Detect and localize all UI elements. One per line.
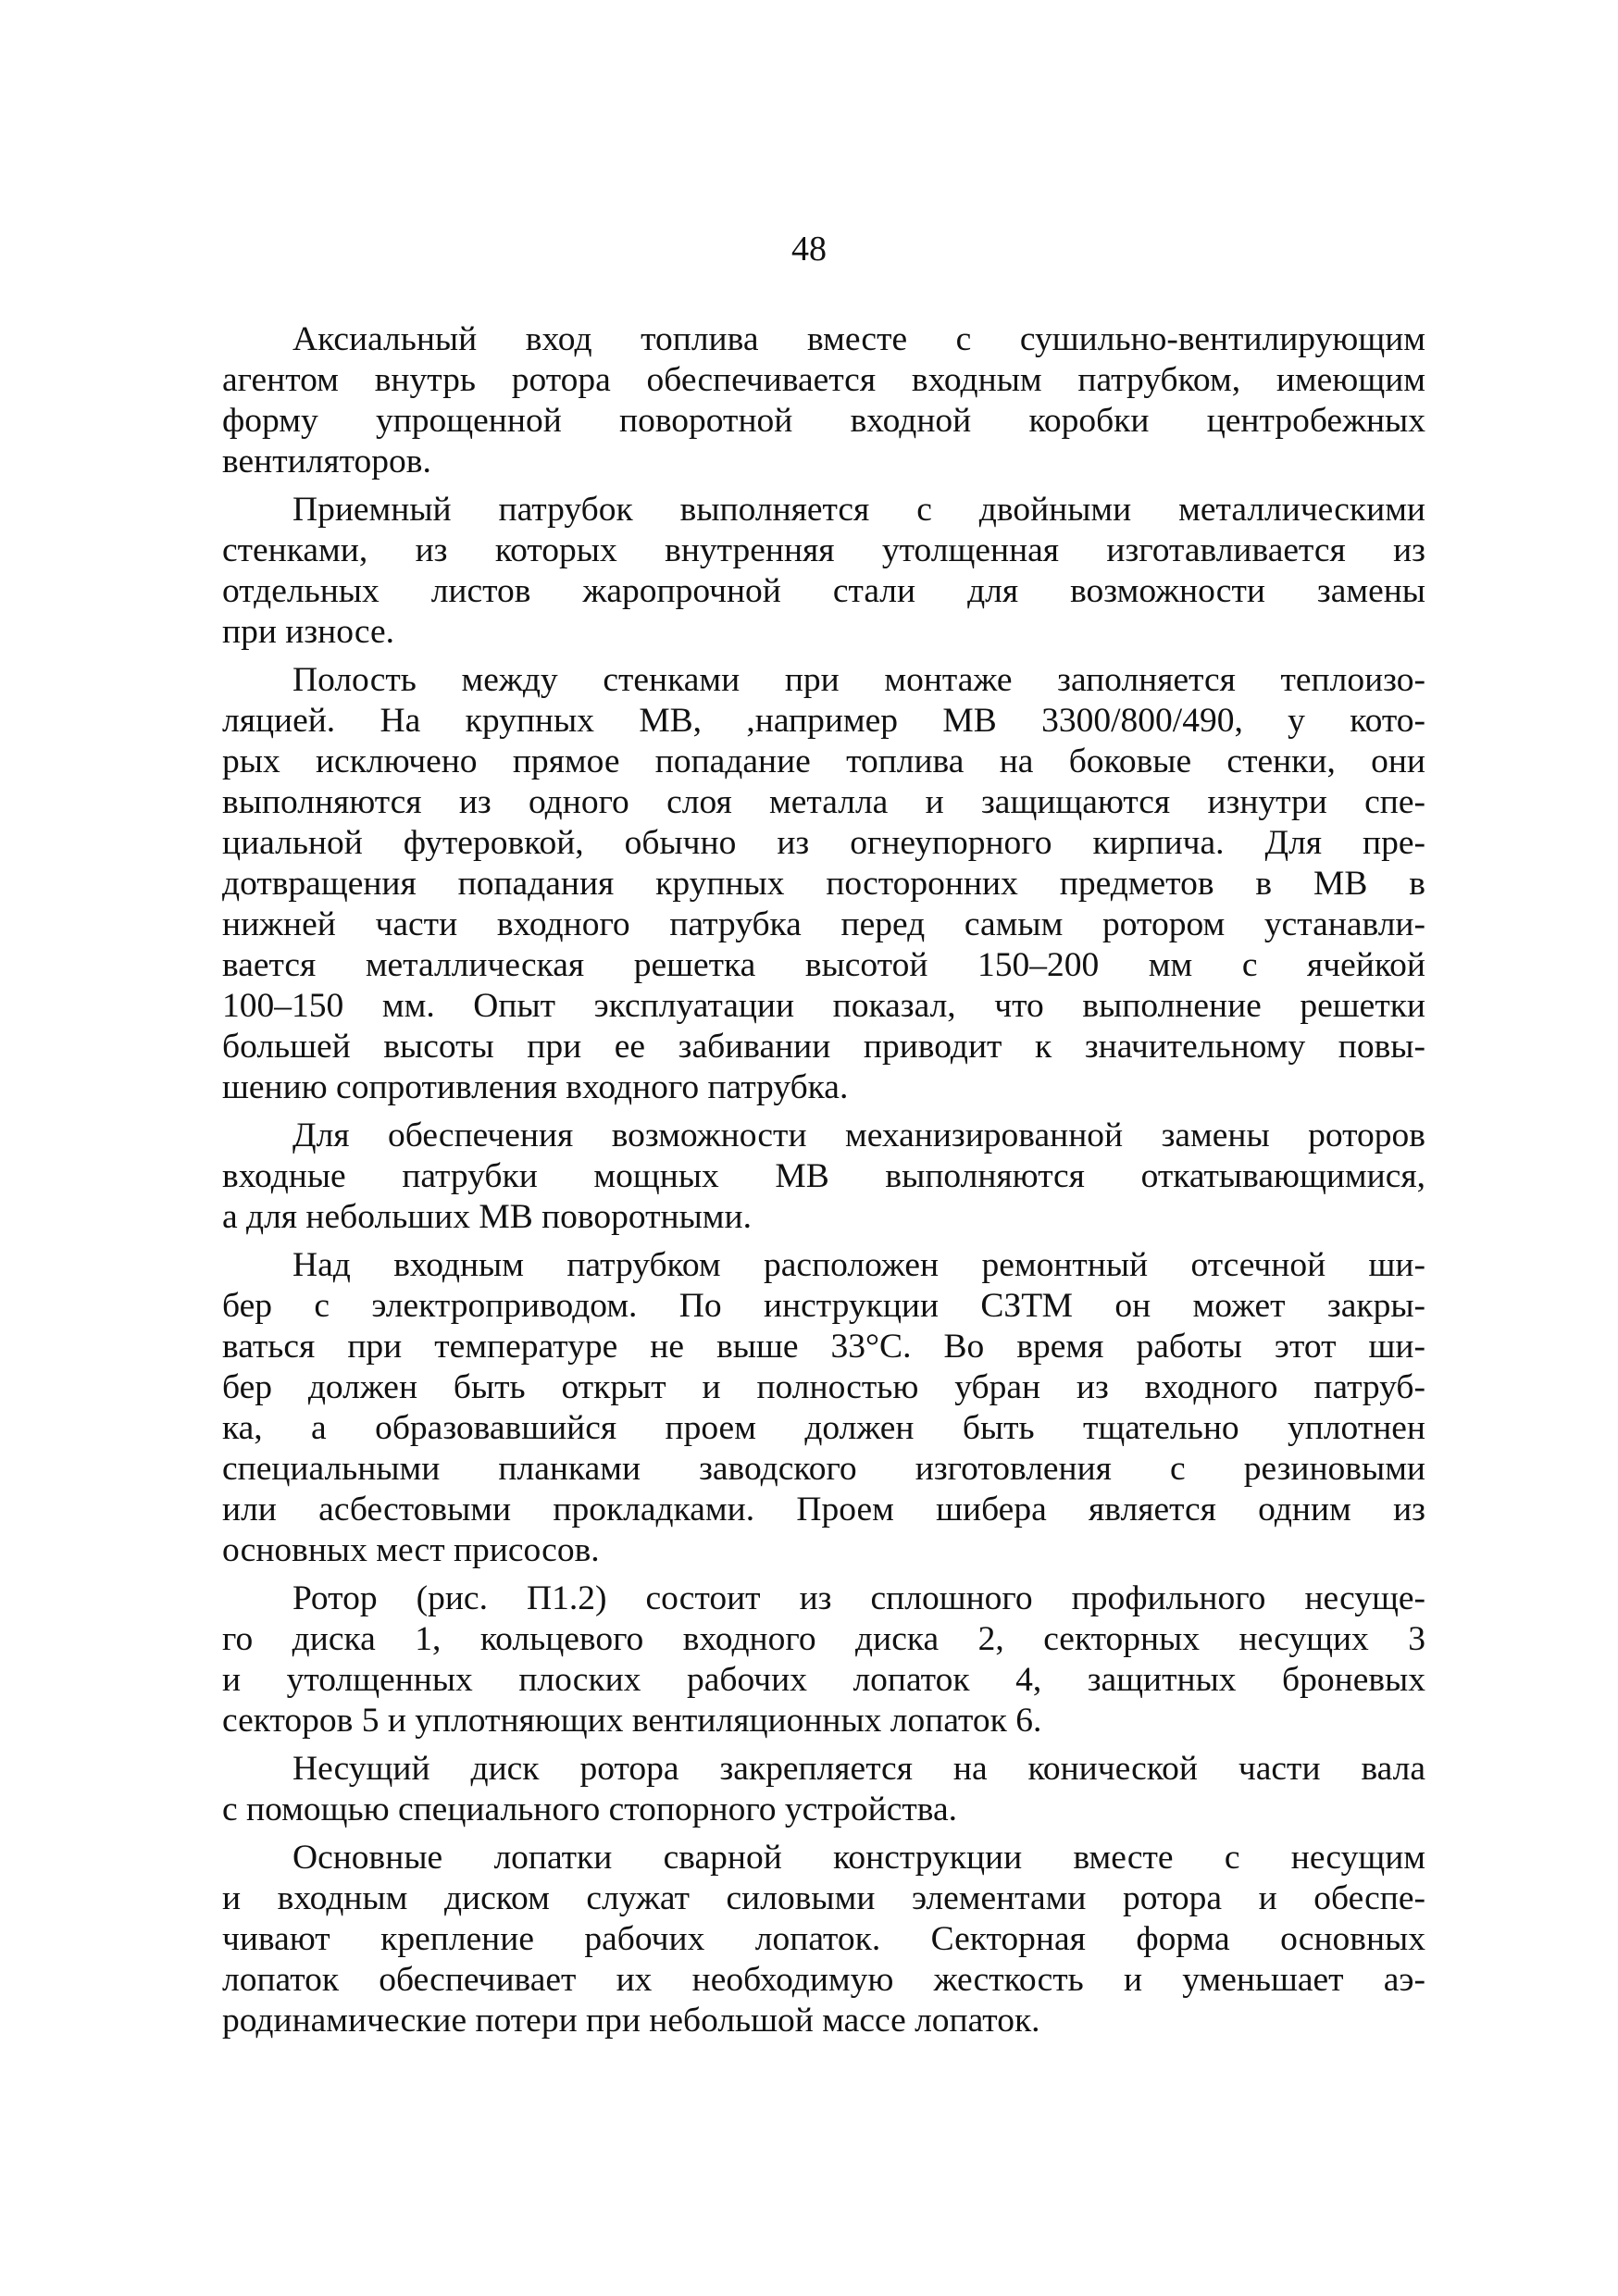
text-line: входные патрубки мощных МВ выполняются откатывающимися,	[222, 1157, 1425, 1195]
text-line: родинамические потери при небольшой массе лопаток.	[222, 2002, 1040, 2040]
page-number: 48	[791, 230, 827, 268]
text-line: Приемный патрубок выполняется с двойными металлическими	[292, 491, 1425, 529]
text-line: основных мест присосов.	[222, 1531, 600, 1569]
text-line: нижней части входного патрубка перед самым ротором устанавли-	[222, 905, 1425, 943]
text-line: Основные лопатки сварной конструкции вместе с несущим	[292, 1839, 1425, 1877]
text-line: Несущий диск ротора закрепляется на конической части вала	[292, 1750, 1425, 1788]
text-line: шению сопротивления входного патрубка.	[222, 1068, 849, 1106]
paragraph-carrier-disk	[222, 1749, 1425, 1830]
text-line: стенками, из которых внутренняя утолщенная изготавливается из	[222, 531, 1425, 569]
paragraph-axial-inlet	[222, 319, 1425, 482]
text-line: и утолщенных плоских рабочих лопаток 4, защитных броневых	[222, 1661, 1425, 1699]
text-line: с помощью специального стопорного устройства.	[222, 1791, 957, 1828]
text-line: отдельных листов жаропрочной стали для возможности замены	[222, 572, 1425, 610]
text-line: специальными планками заводского изготовления с резиновыми	[222, 1450, 1425, 1488]
text-line: 100–150 мм. Опыт эксплуатации показал, что выполнение решетки	[222, 987, 1425, 1025]
text-line: или асбестовыми прокладками. Проем шибера является одним из	[222, 1491, 1425, 1529]
text-line: ваться при температуре не выше 33°С. Во время работы этот ши-	[222, 1328, 1425, 1366]
text-body	[222, 319, 1425, 2049]
paragraph-rotor-structure	[222, 1578, 1425, 1741]
text-line: выполняются из одного слоя металла и защищаются изнутри спе-	[222, 783, 1425, 821]
text-line: Полость между стенками при монтаже заполняется теплоизо-	[292, 661, 1425, 699]
text-line: го диска 1, кольцевого входного диска 2, секторных несущих 3	[222, 1620, 1425, 1658]
text-line: ляцией. На крупных МВ, ,например МВ 3300/800/490, у кото-	[222, 702, 1425, 740]
text-line: Для обеспечения возможности механизированной замены роторов	[292, 1117, 1425, 1154]
text-line: вентиляторов.	[222, 443, 431, 480]
text-line: Над входным патрубком расположен ремонтный отсечной ши-	[292, 1246, 1425, 1284]
text-line: циальной футеровкой, обычно из огнеупорного кирпича. Для пре-	[222, 824, 1425, 862]
paragraph-shutter	[222, 1245, 1425, 1571]
text-line: рых исключено прямое попадание топлива на боковые стенки, они	[222, 742, 1425, 780]
paragraph-receiving-pipe	[222, 490, 1425, 653]
paragraph-insulation	[222, 660, 1425, 1108]
text-line: лопаток обеспечивает их необходимую жесткость и уменьшает аэ-	[222, 1961, 1425, 1999]
text-line: форму упрощенной поворотной входной коробки центробежных	[222, 402, 1425, 440]
paragraph-main-blades	[222, 1838, 1425, 2041]
text-line: а для небольших МВ поворотными.	[222, 1198, 752, 1236]
text-line: чивают крепление рабочих лопаток. Секторная форма основных	[222, 1920, 1425, 1958]
text-line: и входным диском служат силовыми элементами ротора и обеспе-	[222, 1879, 1425, 1917]
paragraph-rotor-replacement	[222, 1116, 1425, 1238]
text-line: Ротор (рис. П1.2) состоит из сплошного профильного несуще-	[292, 1579, 1425, 1617]
text-line: большей высоты при ее забивании приводит к значительному повы-	[222, 1028, 1425, 1066]
text-line: вается металлическая решетка высотой 150–200 мм с ячейкой	[222, 946, 1425, 984]
text-line: бер с электроприводом. По инструкции СЗТМ он может закры-	[222, 1287, 1425, 1325]
text-line: ка, а образовавшийся проем должен быть тщательно уплотнен	[222, 1409, 1425, 1447]
text-line: дотвращения попадания крупных посторонних предметов в МВ в	[222, 865, 1425, 903]
text-line: Аксиальный вход топлива вместе с сушильно-вентилирующим	[292, 320, 1425, 358]
text-line: бер должен быть открыт и полностью убран из входного патруб-	[222, 1368, 1425, 1406]
text-line: секторов 5 и уплотняющих вентиляционных лопаток 6.	[222, 1702, 1042, 1740]
text-line: агентом внутрь ротора обеспечивается входным патрубком, имеющим	[222, 361, 1425, 399]
text-line: при износе.	[222, 613, 395, 651]
